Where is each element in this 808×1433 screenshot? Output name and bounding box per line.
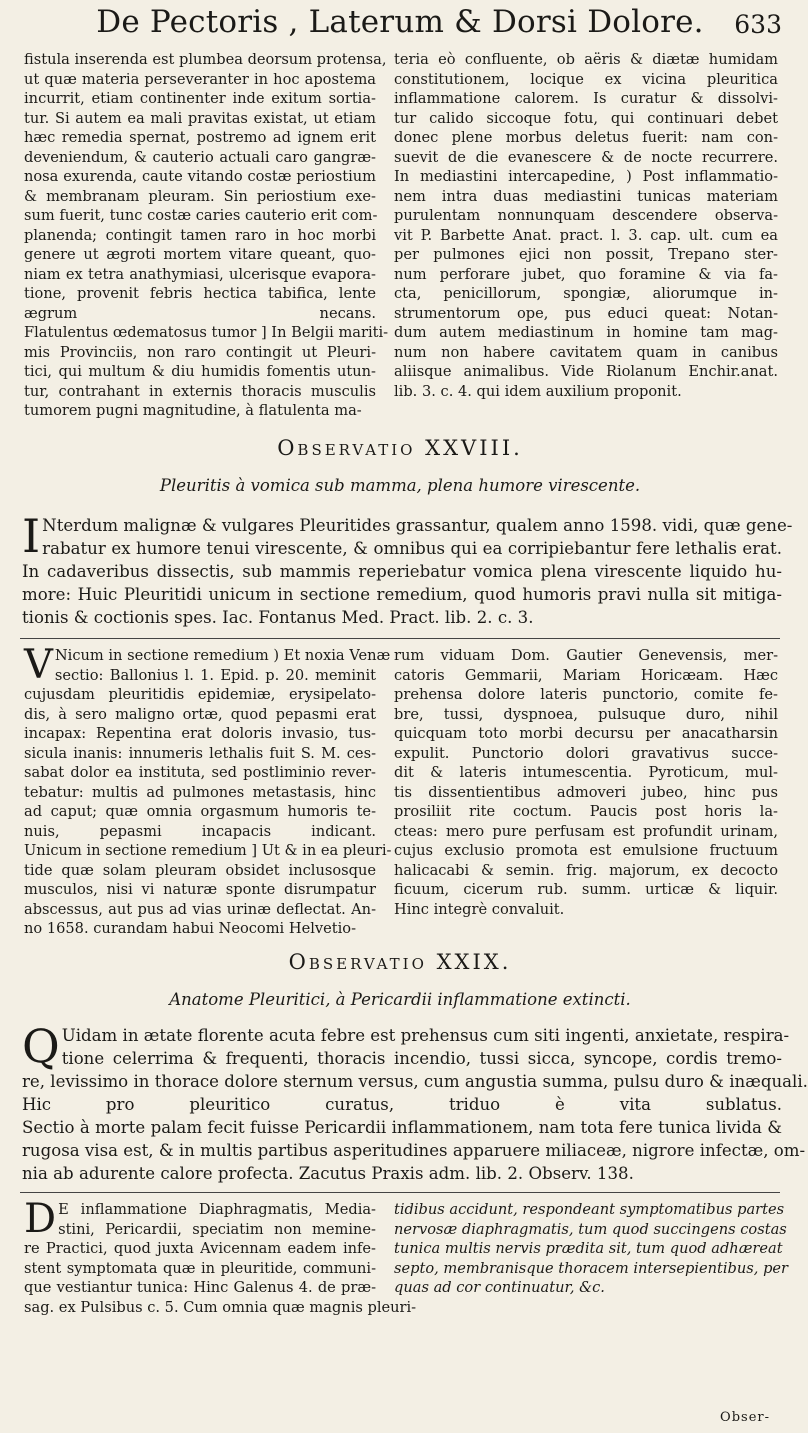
text-line: bre, tussi, dyspnoea, pulsuque duro, nihil: [394, 705, 778, 723]
text-line: dit & lateris intumescentia. Pyroticum, mul-: [394, 764, 778, 781]
text-line: sicula inanis: innumeris lethalis fuit S. M. ces-: [24, 744, 376, 762]
text-line: expulit. Punctorio dolori gravativus succe-: [394, 744, 778, 762]
text-line: sag. ex Pulsibus c. 5. Cum omnia quæ magnis pleuri-: [24, 1298, 417, 1316]
text-line: cteas: mero pure perfusam est profundit urinam,: [394, 822, 778, 840]
text-line: donec plene morbus deletus fuerit: nam con-: [394, 129, 778, 146]
text-line: num non habere cavitatem quam in canibus: [394, 343, 778, 361]
top-right-column: [394, 50, 778, 401]
text-line: num perforare jubet, quo foramine & via fa-: [394, 265, 778, 283]
text-line: incurrit, etiam continenter inde exitum sortia-: [24, 90, 376, 107]
text-line: no 1658. curandam habui Neocomi Helvetio-: [24, 920, 357, 937]
paragraph-line: nia ab adurente calore profecta. Zacutus Praxis adm. lib. 2. Observ. 138.: [22, 1164, 634, 1183]
text-line: quicquam toto morbi decursu per anacatharsin: [394, 725, 778, 742]
observatio-29-paragraph: [22, 1019, 808, 1185]
text-line: rum viduam Dom. Gautier Genevensis, mer-: [394, 647, 778, 664]
text-line: constitutionem, locique ex vicina pleuritica: [394, 70, 778, 88]
text-line: nem intra duas mediastini tunicas materiam: [394, 187, 778, 205]
page-header: [0, 4, 800, 50]
text-line: dum autem mediastinum in homine tam mag-: [394, 324, 778, 341]
text-line: tis dissentientibus admoveri jubeo, hinc pus: [394, 783, 778, 801]
text-line: In mediastini intercapedine, ) Post inflammatio-: [394, 168, 778, 185]
running-title: De Pectoris , Laterum & Dorsi Dolore.: [96, 4, 704, 40]
text-line: fistula inserenda est plumbea deorsum protensa,: [24, 51, 387, 68]
text-line: tici, qui multum & diu humidis fomentis utun-: [24, 363, 376, 380]
text-line: ut quæ materia perseveranter in hoc apostema: [24, 70, 376, 88]
text-line: quas ad cor continuatur, &c.: [394, 1279, 605, 1296]
observatio-28-subtitle: Pleuritis à vomica sub mamma, plena humore virescente.: [159, 476, 641, 495]
paragraph-line: more: Huic Pleuritidi unicum in sectione remedium, quod humoris pravi nulla sit mitiga-: [22, 585, 782, 604]
text-line: inflammatione calorem. Is curatur & dissolvi-: [394, 90, 778, 107]
text-line: tur. Si autem ea mali pravitas existat, ut etiam: [24, 109, 376, 127]
observatio-29-heading: Observatio XXIX.: [288, 950, 512, 974]
section-rule: [20, 1192, 780, 1193]
text-line: ad caput; quæ omnia orgasmum humoris te-: [24, 803, 376, 820]
text-line: aliisque animalibus. Vide Riolanum Enchir.anat.: [394, 363, 778, 380]
paragraph-line: rabatur ex humore tenui virescente, & omnibus qui ea corripiebantur fere lethalis erat.: [42, 539, 782, 558]
text-line: tunica multis nervis prædita sit, tum quod adhæreat: [394, 1240, 783, 1257]
paragraph-line: Hic pro pleuritico curatus, triduo è vita sublatus.: [22, 1095, 782, 1114]
paragraph-line: In cadaveribus dissectis, sub mammis reperiebatur vomica plena virescente liquido hu-: [22, 562, 782, 581]
observatio-28-left-dropcap: V: [24, 642, 53, 688]
catchword: Obser-: [720, 1410, 770, 1425]
observatio-29-left-dropcap: D: [24, 1196, 57, 1242]
text-line: tumorem pugni magnitudine, à flatulenta ma-: [24, 402, 362, 419]
text-line: teria eò confluente, ob aëris & diætæ humidam: [394, 51, 778, 68]
text-line: purulentam nonnunquam descendere observa-: [394, 207, 778, 224]
paragraph-line: Sectio à morte palam fecit fuisse Pericardii inflammationem, nam tota fere tunica livida &: [22, 1118, 782, 1137]
text-line: suevit de die evanescere & de nocte recurrere.: [394, 148, 778, 166]
text-line: sabat dolor ea instituta, sed postliminio rever-: [24, 764, 376, 781]
text-line: niam ex tetra anathymiasi, ulcerisque evapora-: [24, 265, 376, 283]
paragraph-line: Nterdum malignæ & vulgares Pleuritides grassantur, qualem anno 1598. vidi, quæ gene-: [42, 516, 793, 535]
text-line: abscessus, aut pus ad vias urinæ deflectat. An-: [24, 900, 376, 918]
text-line: deveniendum, & cauterio actuali caro gangræ-: [24, 148, 376, 166]
text-line: Nicum in sectione remedium ) Et noxia Venæ: [54, 647, 391, 664]
text-line: cta, penicillorum, spongiæ, aliorumque in-: [394, 285, 778, 302]
section-rule: [20, 638, 780, 639]
observatio-28-heading: Observatio XXVIII.: [277, 436, 523, 460]
paragraph-line: re, levissimo in thorace dolore sternum versus, cum angustia summa, pulsu duro & inæquali.: [22, 1072, 808, 1091]
text-line: strumentorum ope, pus educi queat: Notan-: [394, 304, 778, 322]
text-line: lib. 3. c. 4. qui idem auxilium proponit.: [394, 382, 682, 400]
observatio-29-dropcap: Q: [22, 1019, 60, 1073]
text-line: Unicum in sectione remedium ] Ut & in ea pleuri-: [24, 842, 392, 859]
paragraph-line: Uidam in ætate florente acuta febre est prehensus cum siti ingenti, anxietate, respira-: [61, 1026, 790, 1045]
text-line: Hinc integrè convaluit.: [394, 900, 565, 918]
text-line: E inflammatione Diaphragmatis, Media-: [58, 1201, 376, 1218]
observatio-29-subtitle: Anatome Pleuritici, à Pericardii inflammatione extincti.: [169, 990, 631, 1009]
page-number: 633: [734, 10, 782, 39]
text-line: planenda; contingit tamen raro in hoc morbi: [24, 226, 376, 244]
text-line: prosiliit rite coctum. Paucis post horis la-: [394, 803, 778, 820]
text-line: tidibus accidunt, respondeant symptomatibus partes: [394, 1201, 785, 1218]
top-left-column: [24, 50, 389, 421]
text-line: cujus exclusio promota est emulsione fructuum: [394, 842, 778, 859]
paragraph-line: tionis & coctionis spes. Iac. Fontanus Med. Pract. lib. 2. c. 3.: [22, 608, 534, 627]
text-line: tur calido siccoque fotu, qui continuari debet: [394, 109, 778, 127]
observatio-28-left-column: [24, 642, 392, 939]
text-line: incapax: Repentina erat doloris invasio, tus-: [24, 725, 376, 742]
text-line: ægrum necans.: [24, 304, 376, 322]
text-line: sectio: Ballonius l. 1. Epid. p. 20. meminit: [54, 666, 376, 684]
text-line: re Practici, quod juxta Avicennam eadem infe-: [24, 1240, 376, 1257]
text-line: stini, Pericardii, speciatim non memine-: [58, 1220, 376, 1238]
text-line: genere ut ægroti mortem vitare queant, quo-: [24, 246, 376, 263]
observatio-29-left-column: [24, 1196, 417, 1317]
paragraph-line: rugosa visa est, & in multis partibus asperitudines apparuere miliaceæ, nigrore infectæ, om-: [22, 1141, 806, 1160]
paragraph-line: tione celerrima & frequenti, thoracis incendio, tussi sicca, syncope, cordis tremo-: [61, 1049, 782, 1068]
observatio-29-right-column: [394, 1200, 789, 1298]
text-line: prehensa dolore lateris punctorio, comite fe-: [394, 686, 778, 703]
text-line: & membranam pleuram. Sin periostium exe-: [24, 187, 376, 205]
text-line: nosa exurenda, caute vitando costæ periostium: [24, 168, 376, 185]
text-line: nervosæ diaphragmatis, tum quod succingens costas: [394, 1220, 787, 1238]
text-line: musculos, nisi vi naturæ sponte disrumpatur: [24, 881, 376, 898]
text-line: vit P. Barbette Anat. pract. l. 3. cap. ult. cum ea: [394, 226, 778, 244]
observatio-28-dropcap: I: [22, 509, 41, 563]
text-line: ficuum, cicerum rub. summ. urticæ & liquir.: [394, 881, 778, 898]
text-line: Flatulentus œdematosus tumor ] In Belgii mariti-: [24, 324, 389, 341]
text-line: tur, contrahant in externis thoracis musculis: [24, 382, 376, 400]
text-line: dis, à sero maligno ortæ, quod pepasmi erat: [24, 705, 376, 723]
text-line: tebatur: multis ad pulmones metastasis, hinc: [24, 783, 376, 801]
observatio-28-right-column: [394, 646, 778, 919]
text-line: nuis, pepasmi incapacis indicant.: [24, 822, 376, 840]
text-line: tide quæ solam pleuram obsidet inclusosque: [24, 861, 376, 879]
text-line: stent symptomata quæ in pleuritide, communi-: [24, 1259, 376, 1277]
text-line: septo, membranisque thoracem intersepientibus, per: [394, 1259, 789, 1277]
text-line: tione, provenit febris hectica tabifica, lente: [24, 285, 376, 302]
text-line: per pulmones ejici non possit, Trepano ster-: [394, 246, 778, 263]
text-line: sum fuerit, tunc costæ caries cauterio erit com-: [24, 207, 378, 224]
text-line: cujusdam pleuritidis epidemiæ, erysipelato-: [24, 686, 376, 703]
text-line: que vestiantur tunica: Hinc Galenus 4. de præ-: [24, 1279, 376, 1296]
text-line: mis Provinciis, non raro contingit ut Pleuri-: [24, 343, 376, 361]
text-line: hæc remedia spernat, postremo ad ignem erit: [24, 129, 376, 146]
observatio-28-paragraph: [22, 509, 793, 629]
text-line: catoris Gemmarii, Mariam Horicæam. Hæc: [394, 666, 778, 684]
text-line: halicacabi & semin. frig. majorum, ex decocto: [394, 861, 778, 879]
